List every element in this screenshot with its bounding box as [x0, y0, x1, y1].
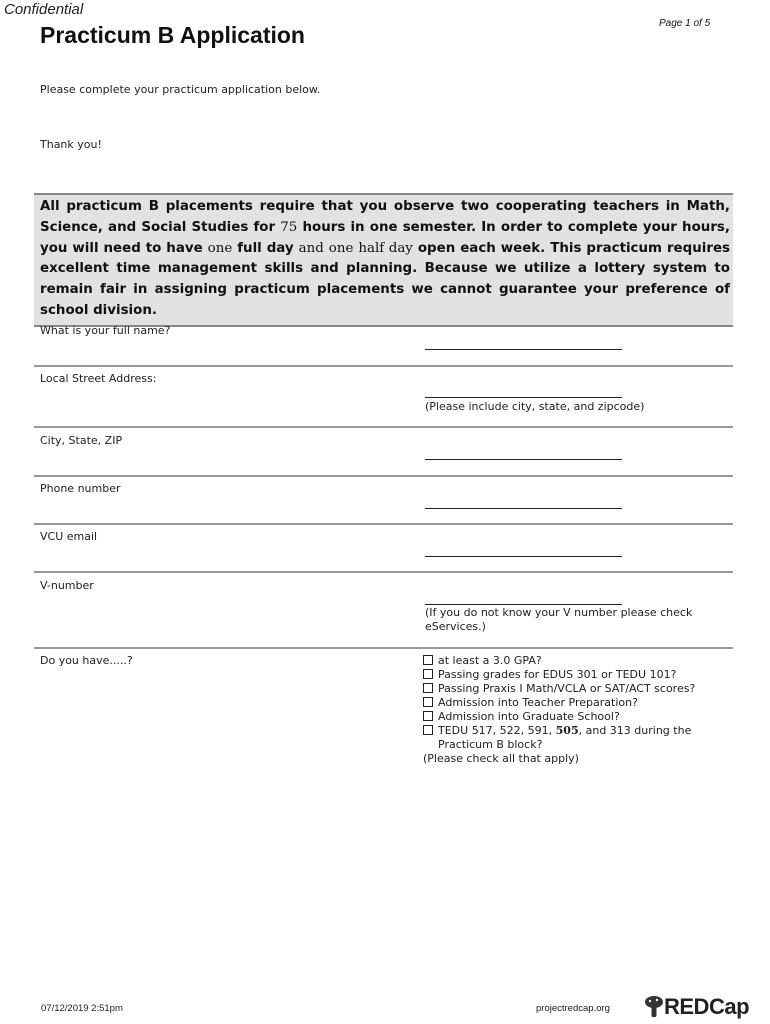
checklist-item[interactable]: Admission into Graduate School?: [423, 710, 723, 724]
have-label: Do you have.....?: [40, 654, 133, 667]
phone-field[interactable]: [425, 508, 622, 509]
email-field[interactable]: [425, 556, 622, 557]
checklist-hint: (Please check all that apply): [423, 752, 579, 765]
checklist-item[interactable]: TEDU 517, 522, 591, 505, and 313 during the Practicum B block?: [423, 724, 723, 752]
checkbox-icon[interactable]: [423, 669, 433, 679]
vnumber-hint: (If you do not know your V number please check eServices.): [425, 606, 693, 633]
checkbox-icon[interactable]: [423, 725, 433, 735]
divider: [34, 475, 733, 477]
phone-label: Phone number: [40, 482, 121, 495]
divider: [34, 426, 733, 428]
street-field[interactable]: [425, 397, 622, 398]
footer-site: projectredcap.org: [536, 1003, 610, 1014]
vnumber-label: V-number: [40, 579, 94, 592]
checklist-item[interactable]: at least a 3.0 GPA?: [423, 654, 723, 668]
notice-box: All practicum B placements require that you observe two cooperating teachers in Math, Science, and Social Studies for 75 hours in one semester. In order to complete your hours, you will need to have one full day and one half day open each week. This practicum requires excellent time management skills and planning. Because we utilize a lottery system to remain fair in assigning practicum placements we cannot guarantee your preference of school division.: [34, 193, 733, 327]
redcap-wordmark: REDCap: [664, 994, 750, 1019]
email-label: VCU email: [40, 530, 98, 543]
thank-you-text: Thank you!: [40, 138, 102, 151]
divider: [34, 647, 733, 649]
full-name-label: What is your full name?: [40, 324, 171, 337]
confidential-label: Confidential: [4, 1, 84, 18]
footer-date: 07/12/2019 2:51pm: [41, 1003, 123, 1014]
checkbox-icon[interactable]: [423, 711, 433, 721]
city-field[interactable]: [425, 459, 622, 460]
divider: [34, 571, 733, 573]
redcap-logo-icon: [644, 995, 664, 1019]
divider: [34, 523, 733, 525]
checkbox-icon[interactable]: [423, 655, 433, 665]
full-name-field[interactable]: [425, 349, 622, 350]
page-number: Page 1 of 5: [659, 18, 711, 29]
checklist-item[interactable]: Passing Praxis I Math/VCLA or SAT/ACT scores?: [423, 682, 723, 696]
street-hint: (Please include city, state, and zipcode): [425, 400, 645, 413]
vnumber-field[interactable]: [425, 604, 622, 605]
checkbox-icon[interactable]: [423, 683, 433, 693]
checkbox-icon[interactable]: [423, 697, 433, 707]
form-title: Practicum B Application: [40, 22, 305, 48]
redcap-brand: [644, 994, 749, 1020]
city-label: City, State, ZIP: [40, 434, 123, 447]
intro-text: Please complete your practicum application below.: [40, 83, 321, 96]
divider: [34, 365, 733, 367]
street-label: Local Street Address:: [40, 372, 157, 385]
checklist-item[interactable]: Admission into Teacher Preparation?: [423, 696, 723, 710]
checklist-item[interactable]: Passing grades for EDUS 301 or TEDU 101?: [423, 668, 723, 682]
requirements-checklist: [423, 654, 723, 766]
